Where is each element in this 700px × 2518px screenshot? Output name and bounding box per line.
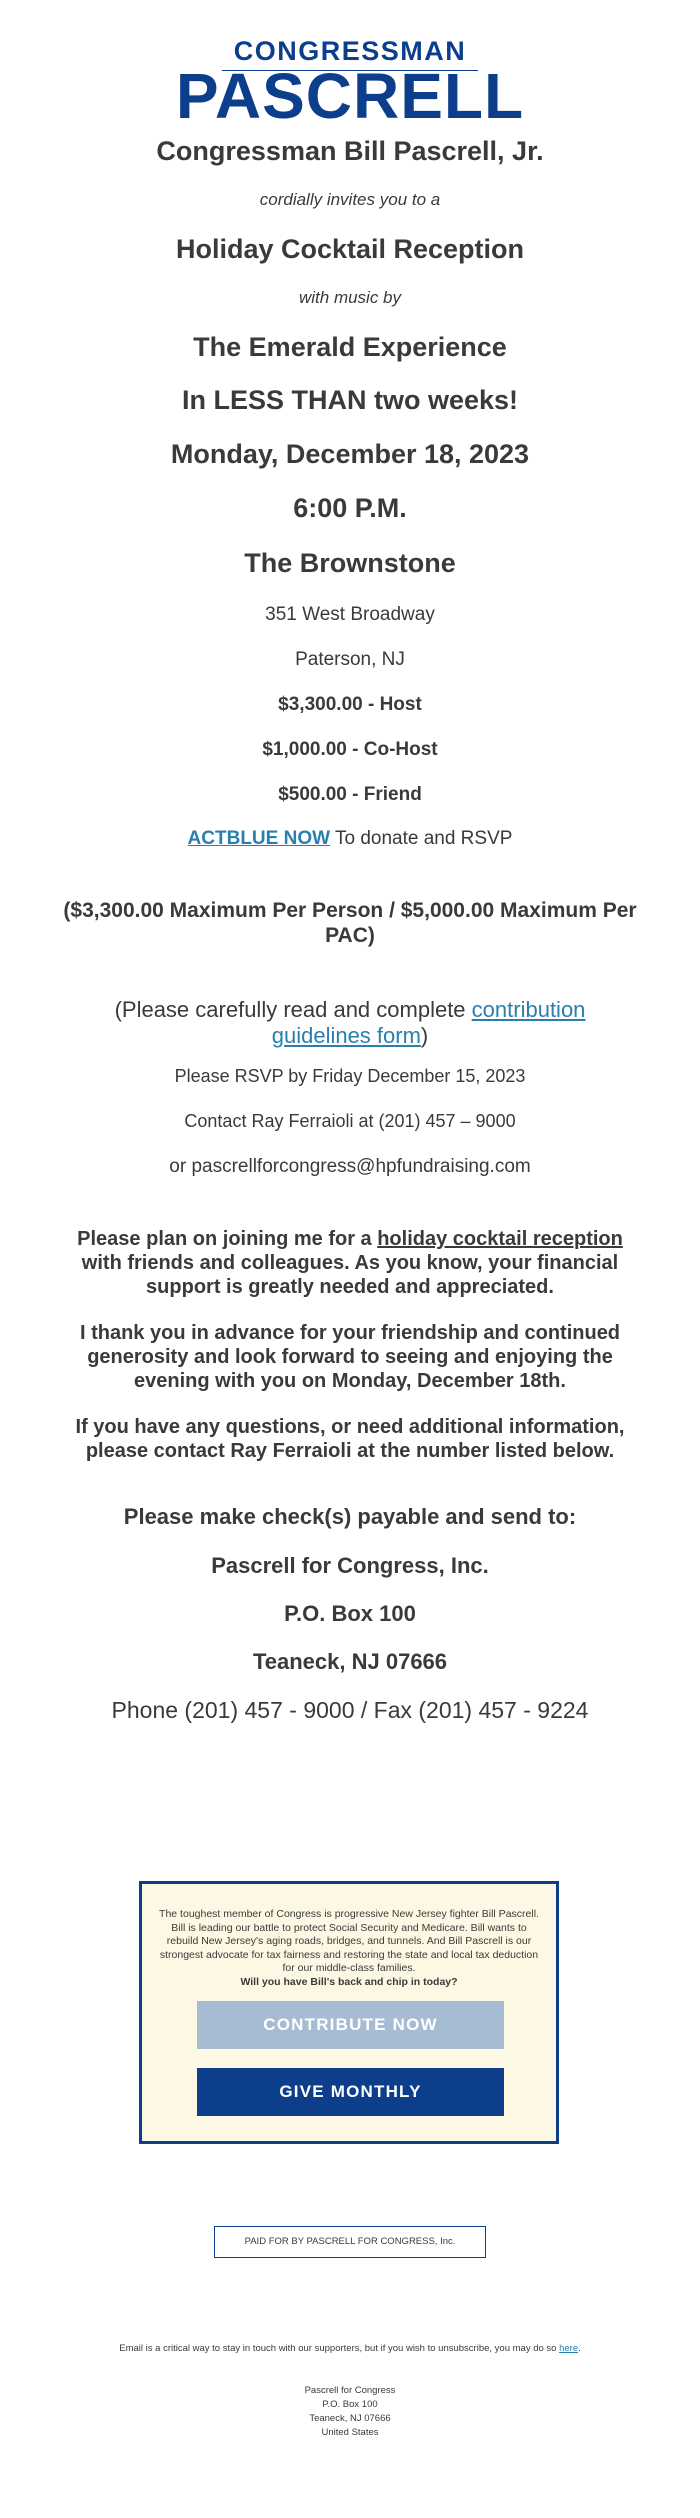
contact-line: Contact Ray Ferraioli at (201) 457 – 9000 [184, 1111, 516, 1131]
letter-paragraph-2: I thank you in advance for your friendship and continued generosity and look forward to seeing and enjoying the evening with you on Monday, December 18th. [79, 1322, 621, 1392]
footer-address-country: United States [321, 2427, 379, 2438]
give-monthly-button[interactable]: GIVE MONTHLY [197, 2068, 504, 2116]
music-line: with music by [298, 288, 402, 307]
actblue-link[interactable]: ACTBLUE NOW [187, 828, 331, 849]
footer-address-city: Teaneck, NJ 07666 [309, 2413, 391, 2424]
guidelines-link[interactable]: contribution guidelines form [271, 997, 586, 1048]
tier-host: $3,300.00 - Host [278, 694, 422, 715]
letter-p1-prefix: Please plan on joining me for a [77, 1228, 378, 1250]
unsubscribe-line [0, 2343, 700, 2354]
rsvp-deadline: Please RSVP by Friday December 15, 2023 [174, 1066, 526, 1086]
band-name: The Emerald Experience [193, 332, 507, 362]
checks-heading: Please make check(s) payable and send to: [123, 1504, 577, 1529]
paid-for-disclaimer: PAID FOR BY PASCRELL FOR CONGRESS, Inc. [214, 2226, 486, 2258]
event-date: Monday, December 18, 2023 [170, 439, 530, 469]
promo-question: Will you have Bill's back and chip in today? [240, 1975, 458, 1988]
donation-promo-box [139, 1881, 559, 2144]
checks-city: Teaneck, NJ 07666 [252, 1649, 448, 1674]
letter-paragraph-3: If you have any questions, or need additional information, please contact Ray Ferraioli at the number listed below. [75, 1416, 625, 1462]
event-name: Holiday Cocktail Reception [175, 234, 525, 264]
guidelines-prefix: (Please carefully read and complete [114, 997, 472, 1022]
letter-paragraph-1 [68, 1227, 632, 1299]
unsubscribe-end: . [578, 2343, 581, 2354]
holiday-reception-link[interactable]: holiday cocktail reception [377, 1228, 623, 1250]
checks-org: Pascrell for Congress, Inc. [211, 1553, 489, 1578]
venue-address-line2: Paterson, NJ [295, 649, 405, 670]
unsubscribe-link[interactable]: here [559, 2343, 579, 2354]
footer-address-po: P.O. Box 100 [322, 2399, 378, 2410]
tier-friend: $500.00 - Friend [278, 784, 422, 805]
promo-body: The toughest member of Congress is progressive New Jersey fighter Bill Pascrell. Bill is leading our battle to protect Social Security and Medicare. Bill wants to rebuild New Jersey's aging roads, bridges, and tunnels. And Bill Pascrell is our strongest advocate for tax fairness and restoring the state and local tax deduction for our middle-class families. [159, 1908, 539, 1974]
checks-phone-fax: Phone (201) 457 - 9000 / Fax (201) 457 - 9224 [111, 1697, 589, 1723]
venue-name: The Brownstone [244, 548, 456, 578]
guidelines-line [100, 997, 600, 1049]
invites-line: cordially invites you to a [259, 190, 441, 209]
host-name: Congressman Bill Pascrell, Jr. [156, 136, 544, 166]
tier-co-host: $1,000.00 - Co-Host [262, 739, 438, 760]
email-line: or pascrellforcongress@hpfundraising.com [169, 1156, 531, 1177]
event-time: 6:00 P.M. [293, 493, 407, 523]
logo-wordmark-main: PASCRELL [175, 60, 525, 132]
footer-address-org: Pascrell for Congress [304, 2385, 396, 2396]
letter-p1-suffix: with friends and colleagues. As you know, your financial support is greatly needed and appreciated. [81, 1252, 619, 1298]
guidelines-suffix: ) [420, 1023, 429, 1048]
countdown: In LESS THAN two weeks! [181, 385, 519, 415]
unsubscribe-text: Email is a critical way to stay in touch with our supporters, but if you wish to unsubscribe, you may do so [119, 2343, 560, 2354]
promo-text [156, 1908, 542, 1989]
actblue-line [0, 828, 700, 850]
logo-wordmark-top: CONGRESSMAN [233, 36, 467, 66]
venue-address-line1: 351 West Broadway [265, 604, 435, 625]
contribute-now-button[interactable]: CONTRIBUTE NOW [197, 2001, 504, 2049]
contribution-maximums: ($3,300.00 Maximum Per Person / $5,000.00 Maximum Per PAC) [63, 899, 637, 947]
footer-address [0, 2384, 700, 2440]
actblue-suffix: To donate and RSVP [330, 828, 513, 849]
checks-po-box: P.O. Box 100 [284, 1601, 416, 1626]
